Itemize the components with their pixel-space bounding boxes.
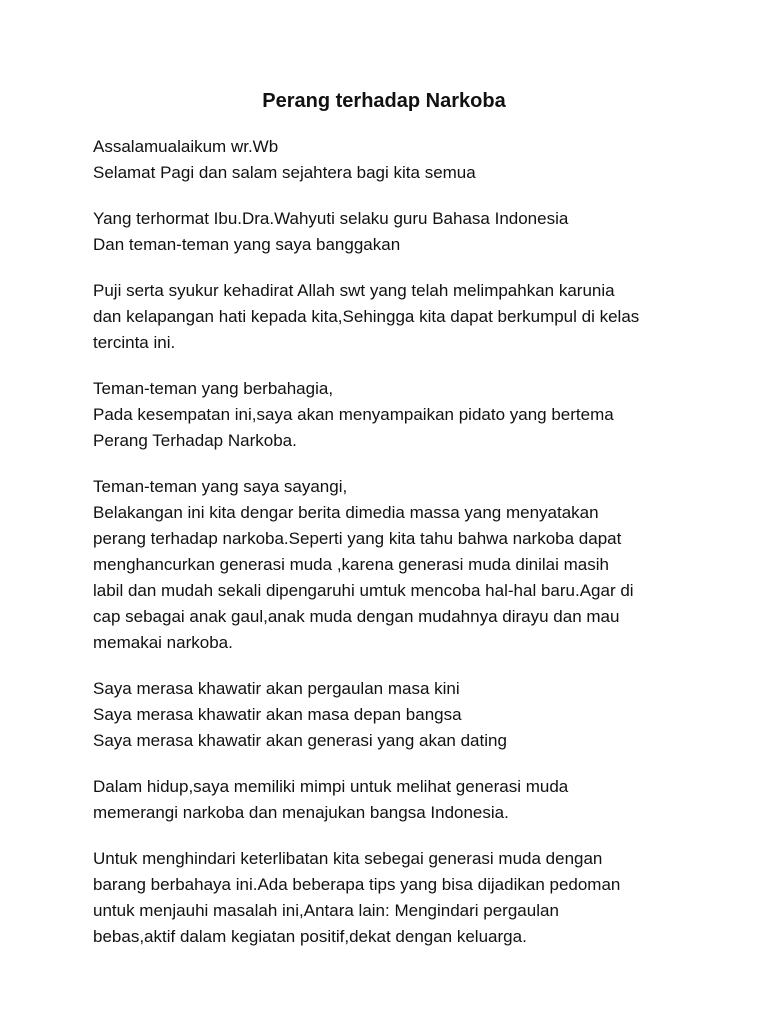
text-line: Selamat Pagi dan salam sejahtera bagi kita semua [93,163,476,182]
text-line: memerangi narkoba dan menajukan bangsa Indonesia. [93,803,509,822]
text-line: Saya merasa khawatir akan pergaulan masa kini [93,679,460,698]
text-line: Teman-teman yang berbahagia, [93,379,334,398]
text-line: Dalam hidup,saya memiliki mimpi untuk melihat generasi muda [93,777,569,796]
paragraph-gratitude [93,278,693,356]
document-title: Perang terhadap Narkoba [262,90,506,112]
text-line: Yang terhormat Ibu.Dra.Wahyuti selaku guru Bahasa Indonesia [93,209,569,228]
text-line: Perang Terhadap Narkoba. [93,431,297,450]
text-line: Saya merasa khawatir akan masa depan bangsa [93,705,462,724]
text-line: Dan teman-teman yang saya banggakan [93,235,401,254]
text-line: perang terhadap narkoba.Seperti yang kita tahu bahwa narkoba dapat [93,529,622,548]
paragraph-news [93,474,693,656]
text-line: barang berbahaya ini.Ada beberapa tips yang bisa dijadikan pedoman [93,875,621,894]
text-line: untuk menjauhi masalah ini,Antara lain: Mengindari pergaulan [93,901,559,920]
paragraph-tips [93,846,693,950]
text-line: Assalamualaikum wr.Wb [93,137,279,156]
text-line: dan kelapangan hati kepada kita,Sehingga kita dapat berkumpul di kelas [93,307,640,326]
text-line: Puji serta syukur kehadirat Allah swt yang telah melimpahkan karunia [93,281,615,300]
paragraph-theme [93,376,693,454]
document-body [93,134,693,970]
paragraph-greeting [93,134,693,186]
text-line: tercinta ini. [93,333,176,352]
text-line: labil dan mudah sekali dipengaruhi umtuk mencoba hal-hal baru.Agar di [93,581,634,600]
text-line: Belakangan ini kita dengar berita dimedia massa yang menyatakan [93,503,599,522]
text-line: menghancurkan generasi muda ,karena generasi muda dinilai masih [93,555,609,574]
text-line: Untuk menghindari keterlibatan kita sebegai generasi muda dengan [93,849,603,868]
paragraph-worries [93,676,693,754]
text-line: cap sebagai anak gaul,anak muda dengan mudahnya dirayu dan mau [93,607,620,626]
paragraph-salutation [93,206,693,258]
text-line: bebas,aktif dalam kegiatan positif,dekat dengan keluarga. [93,927,527,946]
text-line: Saya merasa khawatir akan generasi yang akan dating [93,731,507,750]
paragraph-dream [93,774,693,826]
text-line: Teman-teman yang saya sayangi, [93,477,348,496]
text-line: memakai narkoba. [93,633,233,652]
text-line: Pada kesempatan ini,saya akan menyampaikan pidato yang bertema [93,405,614,424]
